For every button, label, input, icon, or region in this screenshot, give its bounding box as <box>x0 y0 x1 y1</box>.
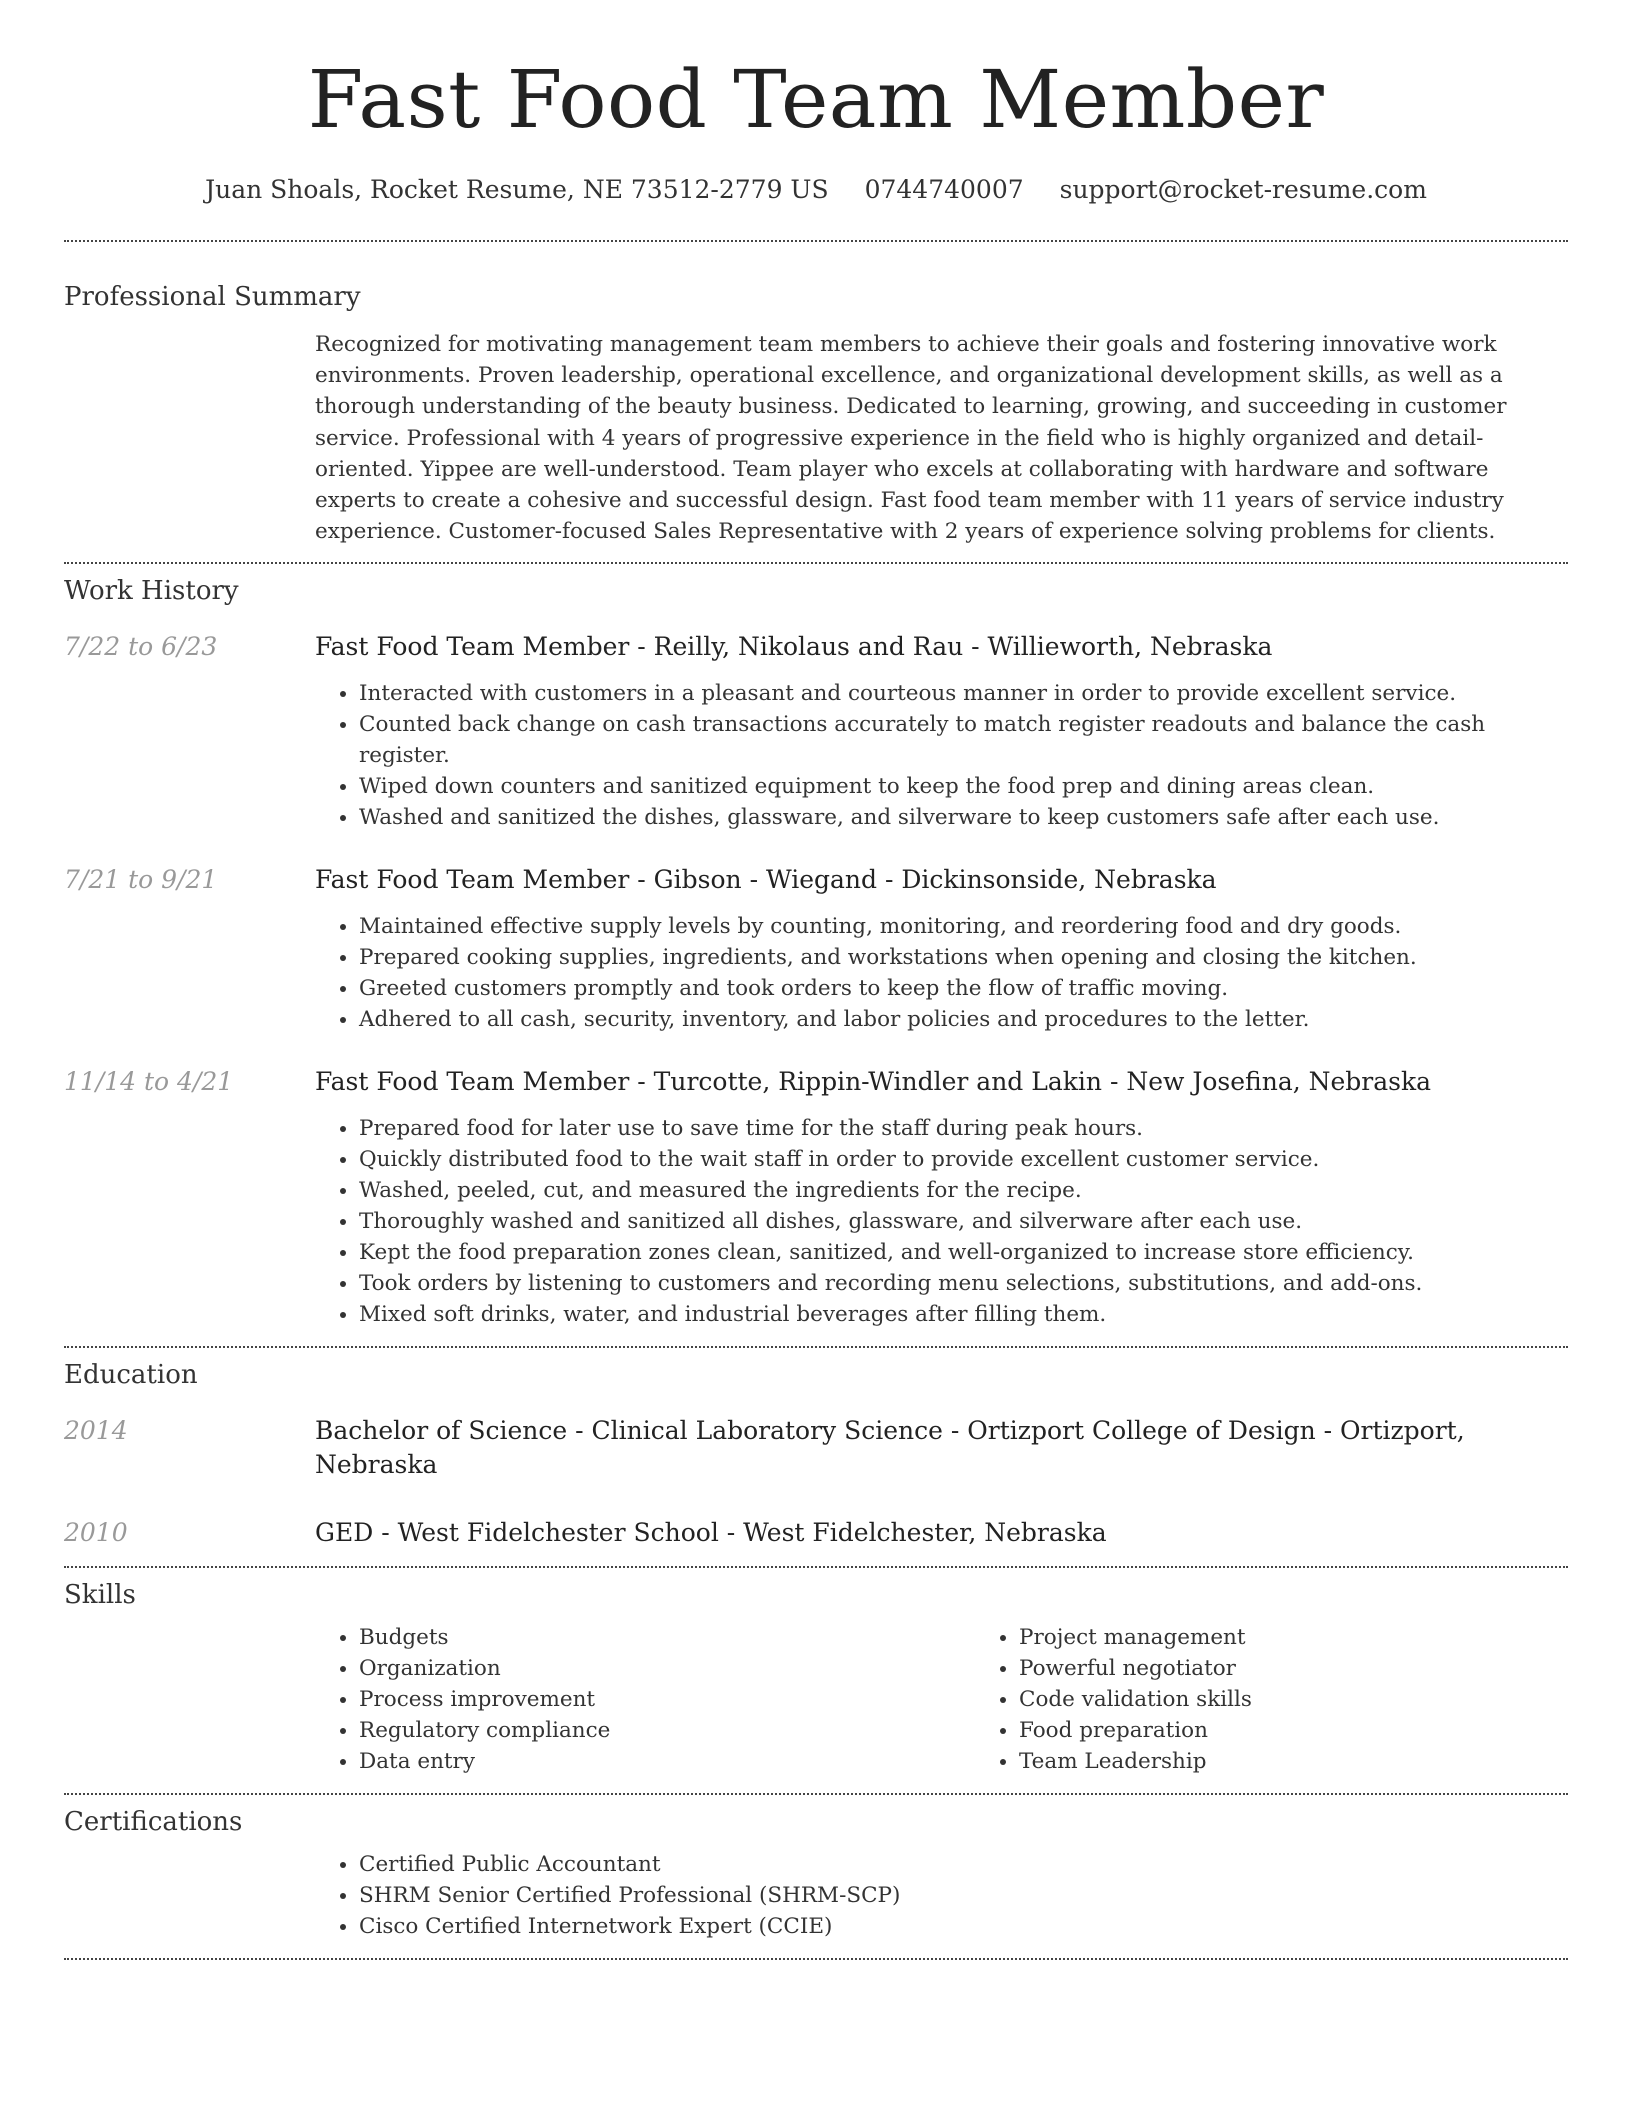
job-bullets <box>315 1113 1568 1330</box>
summary-row <box>64 329 1568 547</box>
job-dates: 11/14 to 4/21 <box>64 1067 234 1097</box>
education-title: GED - West Fidelchester School - West Fidelchester, Nebraska <box>315 1518 1107 1548</box>
certifications-section-title: Certifications <box>64 1807 243 1838</box>
job-entry <box>64 1065 1568 1330</box>
job-bullet: • Took orders by listening to customers and recording menu selections, substitutions, and add-ons. <box>359 1268 1568 1299</box>
certifications-row <box>64 1849 1568 1942</box>
skills-columns <box>315 1622 1632 1777</box>
summary-text: Recognized for motivating management team members to achieve their goals and fostering innovative work environments. Proven leadership, operational excellence, and organizational development skills, as well as a thorough understanding of the beauty business. Dedicated to learning, growing, and succeeding in customer service. Professional with 4 years of progressive experience in the field who is highly organized and detail-oriented. Yippee are well-understood. Team player who excels at collaborating with hardware and software experts to create a cohesive and successful design. Fast food team member with 11 years of service industry experience. Customer-focused Sales Representative with 2 years of experience solving problems for clients. <box>315 332 1507 545</box>
certification-item: • Cisco Certified Internetwork Expert (CCIE) <box>359 1911 1568 1942</box>
skill-item: • Project management <box>1019 1622 1632 1653</box>
job-entry <box>64 863 1568 1035</box>
certification-item: • Certified Public Accountant <box>359 1849 1568 1880</box>
section-divider <box>64 1566 1568 1568</box>
certifications-list <box>315 1849 1568 1942</box>
skill-item: • Powerful negotiator <box>1019 1653 1632 1684</box>
skill-item: • Data entry <box>359 1746 975 1777</box>
skill-item: • Process improvement <box>359 1684 975 1715</box>
summary-left-spacer <box>64 329 315 547</box>
skills-section-title: Skills <box>64 1580 136 1611</box>
job-details <box>315 1065 1568 1330</box>
section-divider <box>64 1958 1568 1960</box>
summary-section-title: Professional Summary <box>64 282 361 312</box>
job-title: Fast Food Team Member - Turcotte, Rippin-Windler and Lakin - New Josefina, Nebraska <box>315 1067 1432 1097</box>
job-title: Fast Food Team Member - Gibson - Wiegand - Dickinsonside, Nebraska <box>315 865 1217 895</box>
job-bullet: • Maintained effective supply levels by counting, monitoring, and reordering food and dry goods. <box>359 911 1568 942</box>
job-bullet: • Interacted with customers in a pleasant and courteous manner in order to provide excellent service. <box>359 678 1568 709</box>
job-title: Fast Food Team Member - Reilly, Nikolaus and Rau - Willieworth, Nebraska <box>315 632 1273 662</box>
job-dates: 7/22 to 6/23 <box>64 632 218 662</box>
skills-row <box>64 1622 1568 1777</box>
job-bullet: • Mixed soft drinks, water, and industrial beverages after filling them. <box>359 1299 1568 1330</box>
section-divider <box>64 1793 1568 1795</box>
job-bullet: • Washed and sanitized the dishes, glassware, and silverware to keep customers safe after each use. <box>359 802 1568 833</box>
section-divider <box>64 240 1568 242</box>
education-title: Bachelor of Science - Clinical Laboratory Science - Ortizport College of Design - Ortizport, Nebraska <box>315 1416 1465 1480</box>
job-bullets <box>315 678 1568 833</box>
job-bullet: • Wiped down counters and sanitized equipment to keep the food prep and dining areas clean. <box>359 771 1568 802</box>
job-bullet: • Quickly distributed food to the wait staff in order to provide excellent customer service. <box>359 1144 1568 1175</box>
job-bullet: • Adhered to all cash, security, inventory, and labor policies and procedures to the letter. <box>359 1004 1568 1035</box>
skill-item: • Food preparation <box>1019 1715 1632 1746</box>
job-details <box>315 863 1568 1035</box>
education-entry <box>64 1516 1568 1550</box>
skills-left-spacer <box>64 1622 315 1777</box>
job-bullet: • Greeted customers promptly and took orders to keep the flow of traffic moving. <box>359 973 1568 1004</box>
skills-list-right <box>975 1622 1632 1777</box>
education-year: 2010 <box>64 1518 128 1548</box>
contact-line <box>64 174 1568 206</box>
certifications-left-spacer <box>64 1849 315 1942</box>
education-entry <box>64 1414 1568 1482</box>
education-year: 2014 <box>64 1416 128 1446</box>
skill-item: • Organization <box>359 1653 975 1684</box>
job-bullet: • Counted back change on cash transactions accurately to match register readouts and balance the cash register. <box>359 709 1568 771</box>
education-section-title: Education <box>64 1360 198 1391</box>
job-bullet: • Kept the food preparation zones clean, sanitized, and well-organized to increase store efficiency. <box>359 1237 1568 1268</box>
contact-email: support@rocket-resume.com <box>1059 175 1427 204</box>
resume-name: Fast Food Team Member <box>307 53 1325 146</box>
job-details <box>315 630 1568 833</box>
section-divider <box>64 1346 1568 1348</box>
job-bullet: • Prepared cooking supplies, ingredients, and workstations when opening and closing the kitchen. <box>359 942 1568 973</box>
contact-phone: 0744740007 <box>864 175 1024 204</box>
certifications-column <box>315 1849 1568 1942</box>
job-bullet: • Prepared food for later use to save time for the staff during peak hours. <box>359 1113 1568 1144</box>
job-dates: 7/21 to 9/21 <box>64 865 218 895</box>
work-section-title: Work History <box>64 576 239 607</box>
contact-address: Juan Shoals, Rocket Resume, NE 73512-2779 US <box>205 175 829 204</box>
job-bullet: • Washed, peeled, cut, and measured the ingredients for the recipe. <box>359 1175 1568 1206</box>
skills-list-left <box>315 1622 975 1777</box>
job-bullet: • Thoroughly washed and sanitized all dishes, glassware, and silverware after each use. <box>359 1206 1568 1237</box>
skill-item: • Team Leadership <box>1019 1746 1632 1777</box>
section-divider <box>64 562 1568 564</box>
skill-item: • Code validation skills <box>1019 1684 1632 1715</box>
job-entry <box>64 630 1568 833</box>
certification-item: • SHRM Senior Certified Professional (SHRM-SCP) <box>359 1880 1568 1911</box>
job-bullets <box>315 911 1568 1035</box>
skill-item: • Budgets <box>359 1622 975 1653</box>
skill-item: • Regulatory compliance <box>359 1715 975 1746</box>
